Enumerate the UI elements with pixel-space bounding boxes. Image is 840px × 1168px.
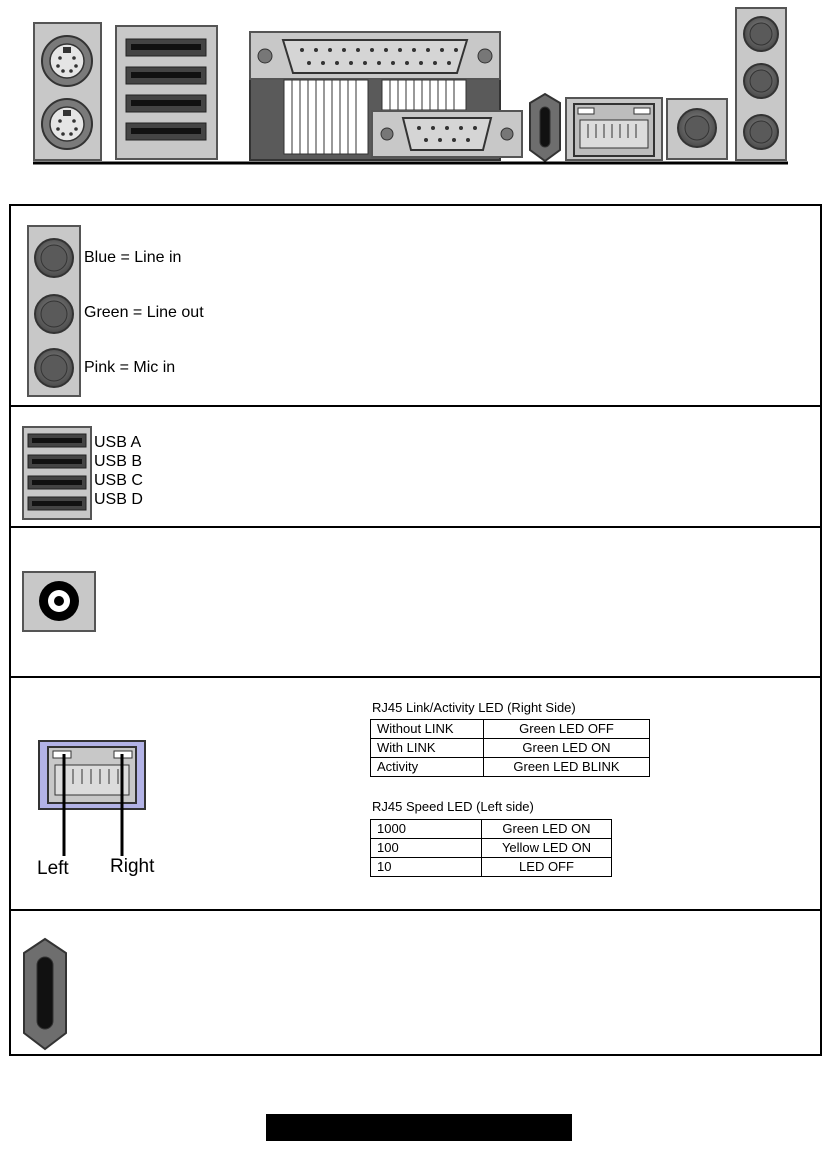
rj45-left-label: Left [37,858,69,879]
usb-label-d: USB D [94,491,143,508]
table-row [371,720,650,739]
speed-led-caption: RJ45 Speed LED (Left side) [372,799,534,814]
rear-io-panel-illustration [0,0,840,200]
ps2-ports-icon [34,23,101,160]
audio-label-mic-in: Pink = Mic in [84,359,176,376]
audio-jack-icon [27,225,81,397]
activity-state-cell: With LINK [371,739,484,758]
speed-value-cell: 100 [371,839,482,858]
speed-led-cell: LED OFF [482,858,612,877]
footer-bar [266,1114,572,1141]
table-row [371,858,612,877]
lan-port-icon [566,98,662,160]
usb-label-b: USB B [94,453,143,470]
activity-state-cell: Without LINK [371,720,484,739]
audio-jack-stack-icon [736,8,786,160]
activity-led-cell: Green LED OFF [484,720,650,739]
speed-value-cell: 10 [371,858,482,877]
parallel-serial-icon [250,32,522,160]
usb-port-icon [22,426,92,520]
activity-led-caption: RJ45 Link/Activity LED (Right Side) [372,700,576,715]
usb-label-c: USB C [94,472,143,489]
optical-port-icon [22,571,96,632]
optical-section [9,526,822,678]
activity-led-cell: Green LED BLINK [484,758,650,777]
audio-label-line-out: Green = Line out [84,304,204,321]
activity-led-table [370,719,650,777]
activity-state-cell: Activity [371,758,484,777]
table-row [371,739,650,758]
usb-label-a: USB A [94,434,142,451]
audio-label-line-in: Blue = Line in [84,249,182,266]
table-row [371,820,612,839]
optical-audio-icon [667,99,727,159]
hdmi-connector-icon [22,937,68,1051]
usb-stack-icon [116,26,217,159]
speed-led-cell: Green LED ON [482,820,612,839]
speed-led-cell: Yellow LED ON [482,839,612,858]
rj45-port-icon [38,740,148,858]
speed-value-cell: 1000 [371,820,482,839]
activity-led-cell: Green LED ON [484,739,650,758]
hdmi-section [9,909,822,1056]
hdmi-port-icon [530,94,560,161]
table-row [371,758,650,777]
rj45-right-label: Right [110,856,155,877]
speed-led-table [370,819,612,877]
table-row [371,839,612,858]
